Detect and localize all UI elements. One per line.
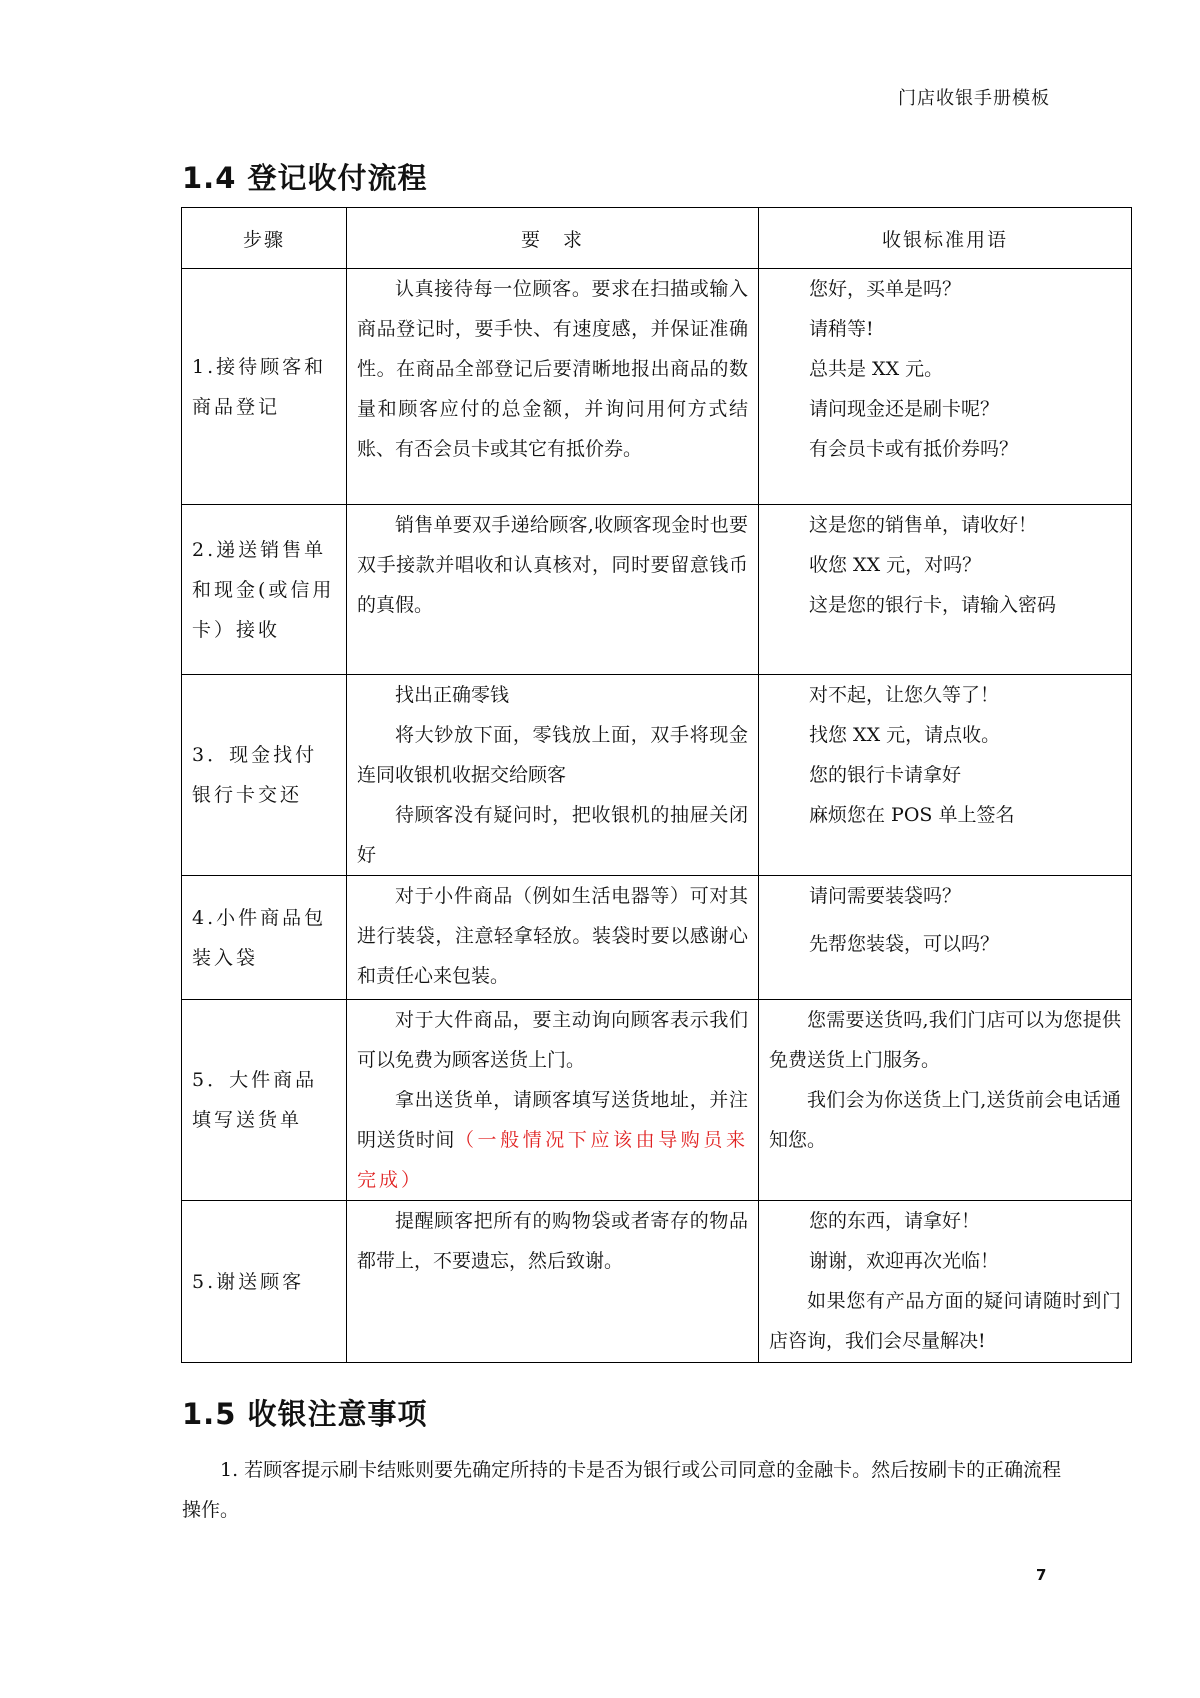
header-phrases: 收银标准用语	[759, 208, 1132, 269]
table-header-row	[182, 208, 1132, 269]
running-header: 门店收银手册模板	[898, 88, 1050, 109]
table-row	[182, 1000, 1132, 1201]
table-row	[182, 1201, 1132, 1363]
requirement-text: 对于大件商品，要主动询向顾客表示我们可以免费为顾客送货上门。	[357, 1009, 748, 1071]
step-cell: 2.递送销售单和现金(或信用卡）接收	[182, 505, 347, 675]
phrases-cell	[759, 675, 1132, 876]
phrases-cell	[759, 269, 1132, 505]
requirement-text: 对于小件商品（例如生活电器等）可对其进行装袋，注意轻拿轻放。装袋时要以感谢心和责任心来包装。	[357, 885, 748, 987]
checkout-flow-table	[181, 207, 1132, 1363]
phrase-line: 您的银行卡请拿好	[809, 764, 962, 786]
requirement-cell	[347, 269, 759, 505]
section-heading-1-5: 1.5 收银注意事项	[182, 1397, 428, 1431]
step-cell: 5.谢送顾客	[182, 1201, 347, 1363]
table-row	[182, 675, 1132, 876]
step-cell: 5．大件商品填写送货单	[182, 1000, 347, 1201]
phrase-line: 对不起，让您久等了！	[809, 684, 1000, 706]
requirement-text: 销售单要双手递给顾客,收顾客现金时也要双手接款并唱收和认真核对，同时要留意钱币的真假。	[357, 514, 748, 616]
note-paragraph: 1. 若顾客提示刷卡结账则要先确定所持的卡是否为银行或公司同意的金融卡。然后按刷卡的正确流程操作。	[182, 1459, 1062, 1521]
phrase-line: 请问需要装袋吗？	[809, 885, 962, 907]
phrase-line: 您的东西，请拿好！	[809, 1210, 981, 1232]
section-heading-1-4: 1.4 登记收付流程	[182, 161, 428, 195]
requirement-cell	[347, 876, 759, 1000]
phrases-cell	[759, 1000, 1132, 1201]
requirement-text: 认真接待每一位顾客。要求在扫描或输入商品登记时，要手快、有速度感，并保证准确性。在商品全部登记后要清晰地报出商品的数量和顾客应付的总金额，并询问用何方式结账、有否会员卡或其它有抵价券。	[357, 278, 748, 460]
requirement-text: 将大钞放下面，零钱放上面，双手将现金连同收银机收据交给顾客	[357, 724, 748, 786]
requirement-cell	[347, 1201, 759, 1363]
phrase-line: 找您 XX 元，请点收。	[809, 724, 1001, 746]
requirement-text: 待顾客没有疑问时，把收银机的抽屉关闭好	[357, 804, 748, 866]
requirement-cell	[347, 505, 759, 675]
requirement-text: 找出正确零钱	[395, 684, 510, 706]
phrase-line: 总共是 XX 元。	[809, 358, 944, 380]
header-requirement: 要 求	[347, 208, 759, 269]
phrase-line: 如果您有产品方面的疑问请随时到门店咨询，我们会尽量解决!	[769, 1290, 1121, 1352]
requirement-cell	[347, 1000, 759, 1201]
step-cell: 3．现金找付银行卡交还	[182, 675, 347, 876]
phrase-line: 您好，买单是吗？	[809, 278, 962, 300]
requirement-cell	[347, 675, 759, 876]
phrase-line: 有会员卡或有抵价券吗？	[809, 438, 1019, 460]
table-row	[182, 876, 1132, 1000]
requirement-text-part: 拿出送货单，请顾客填写送货地址，并注明送货时间	[357, 1089, 748, 1151]
requirement-text	[357, 1080, 748, 1200]
table-row	[182, 269, 1132, 505]
requirement-text: 提醒顾客把所有的购物袋或者寄存的物品都带上，不要遗忘，然后致谢。	[357, 1210, 748, 1272]
table-row	[182, 505, 1132, 675]
phrases-cell	[759, 876, 1132, 1000]
phrase-line: 请稍等!	[809, 318, 874, 340]
phrase-line: 这是您的银行卡，请输入密码	[809, 594, 1057, 616]
header-step: 步骤	[182, 208, 347, 269]
phrase-line: 谢谢，欢迎再次光临！	[809, 1250, 1000, 1272]
phrase-line: 收您 XX 元，对吗？	[809, 554, 982, 576]
phrase-line: 麻烦您在 POS 单上签名	[809, 804, 1015, 826]
phrase-line: 先帮您装袋，可以吗？	[809, 933, 1000, 955]
phrases-cell	[759, 1201, 1132, 1363]
step-cell: 4.小件商品包装入袋	[182, 876, 347, 1000]
phrase-line: 我们会为你送货上门,送货前会电话通知您。	[769, 1089, 1121, 1151]
phrase-line: 请问现金还是刷卡呢？	[809, 398, 1000, 420]
step-cell: 1.接待顾客和商品登记	[182, 269, 347, 505]
phrase-line: 您需要送货吗,我们门店可以为您提供免费送货上门服务。	[769, 1009, 1121, 1071]
page-number: 7	[1036, 1566, 1047, 1584]
phrases-cell	[759, 505, 1132, 675]
phrase-line: 这是您的销售单，请收好！	[809, 514, 1038, 536]
requirement-note: （一般情况下应该由导购员来完成）	[357, 1129, 748, 1191]
